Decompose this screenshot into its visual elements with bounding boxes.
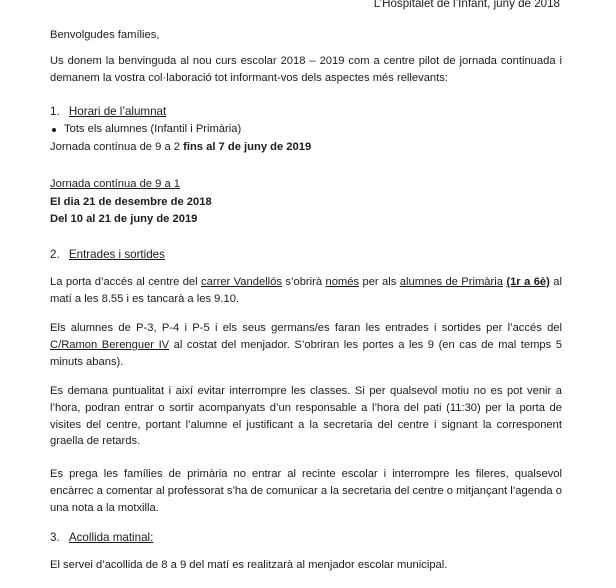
section-1-heading (50, 103, 562, 120)
section-2-paragraph-2: Els alumnes de P-3, P-4 i P-5 i els seus germans/es faran les entrades i sortides per l’accés del C/Ramon Berenguer IV al costat del menjador. S’obriran les portes a les 9 (en cas de mal temps 5 minuts abans). (50, 322, 562, 368)
schedule-b-title: Jornada contínua de 9 a 1 (50, 178, 181, 190)
schedule-a-bold: fins al 7 de juny de 2019 (183, 141, 312, 153)
bullet-icon (52, 128, 56, 132)
intro-paragraph: Us donem la benvinguda al nou curs escolar 2018 – 2019 com a centre pilot de jornada continuada i demanem la vostra col·laboració tot informant-vos dels aspectes més rellevants: (50, 55, 562, 84)
bullet-text: Tots els alumnes (Infantil i Primària) (64, 123, 242, 135)
section-2-paragraph-4: Es prega les famílies de primària no entrar al recinte escolar i interrompre les fileres, qualsevol encàrrec a comentar al professorat s’ha de comunicar a la secretaria del centre o mitjançant l’agenda o una nota a la motxilla. (50, 468, 562, 514)
section-2-title: Entrades i sortides (68, 248, 165, 261)
section-1-title: Horari de l’alumnat (68, 105, 167, 118)
schedule-b-line-1: El dia 21 de desembre de 2018 (50, 196, 212, 208)
schedule-a-plain: Jornada contínua de 9 a 2 (50, 141, 184, 153)
section-3-paragraph-1: El servei d’acollida de 8 a 9 del matí es realitzarà al menjador escolar municipal. (50, 559, 448, 571)
section-3-heading (50, 529, 562, 546)
section-1-bullet (50, 121, 562, 138)
grades: (1r a 6è) (506, 276, 550, 288)
schedule-a (50, 139, 562, 156)
section-3-title: Acollida matinal: (68, 531, 154, 544)
section-2-paragraph-3: Es demana puntualitat i així evitar interrompre les classes. Si per qualsevol motiu no es pot venir a l’hora, podran entrar o sortir acompanyats d’un responsable a l’hora del pati (11:30) per la porta de visites del centre, portant l’alumne el justificant a la secretaria del centre i signant la corresponent graella de retards. (50, 385, 562, 448)
section-2-paragraph-1: La porta d’accés al centre del carrer Vandellós s’obrirà només per als alumnes de Primària (1r a 6è) al matí a les 8.55 i es tancarà a les 9.10. (50, 276, 562, 305)
only-word: només (325, 276, 360, 288)
street-vandellos: carrer Vandellós (201, 276, 282, 288)
schedule-b-line-2: Del 10 al 21 de juny de 2019 (50, 213, 198, 225)
salutation: Benvolgudes famílies, (50, 29, 160, 41)
section-3-number: 3. (50, 531, 60, 544)
section-2-heading (50, 246, 562, 263)
section-1-number: 1. (50, 105, 60, 118)
primary-pupils: alumnes de Primària (399, 276, 503, 288)
dateline: L’Hospitalet de l’Infant, juny de 2018 (373, 0, 560, 10)
street-ramon-berenguer: C/Ramon Berenguer IV (50, 338, 170, 351)
section-2-number: 2. (50, 248, 60, 261)
